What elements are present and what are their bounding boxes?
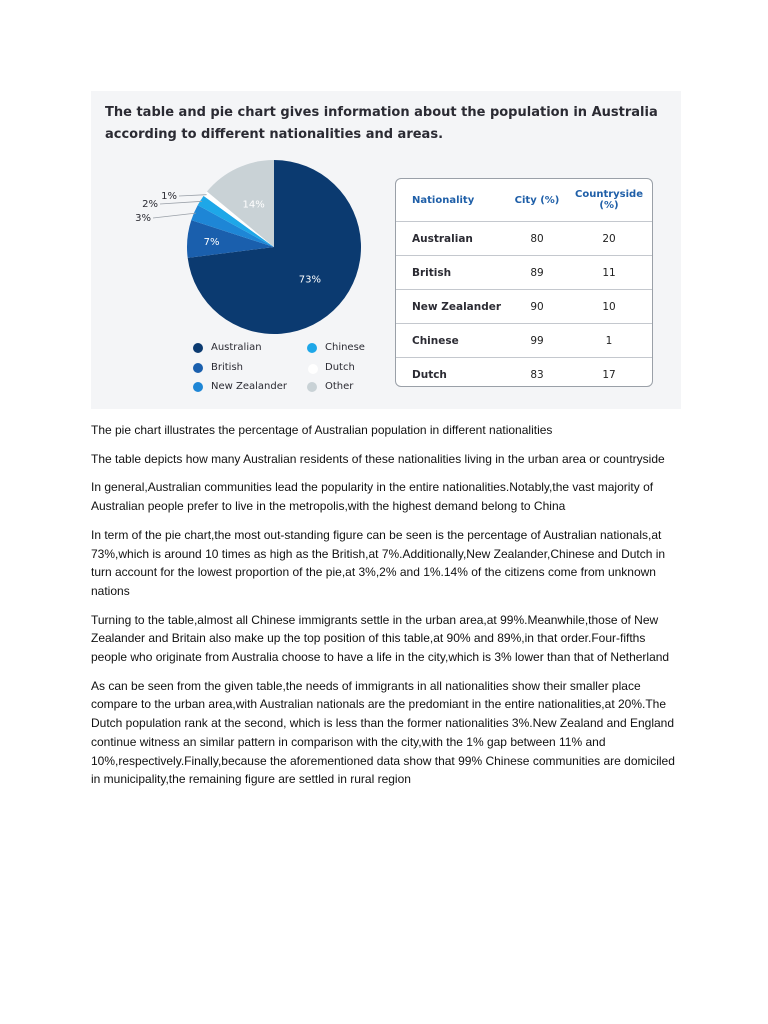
cell-countryside: 11 [602, 266, 616, 279]
pie-chart [131, 169, 371, 339]
header-nationality: Nationality [412, 194, 475, 206]
cell-nationality: Australian [412, 232, 473, 245]
legend-label: Australian [211, 342, 262, 353]
table-row [396, 357, 652, 387]
essay-paragraph: The pie chart illustrates the percentage of Australian population in different nationalities [91, 423, 553, 437]
population-table [395, 178, 653, 387]
cell-nationality: British [412, 266, 452, 279]
legend-label: New Zealander [211, 381, 287, 392]
pie-leader-line [153, 213, 196, 218]
pie-label-australian: 73% [298, 274, 322, 286]
cell-countryside: 20 [602, 232, 616, 245]
legend-swatch-other [307, 382, 317, 392]
figure-title: The table and pie chart gives information about the population in Australia according to different nationalities and areas. [105, 105, 658, 142]
figure-image [91, 91, 681, 409]
cell-city: 80 [530, 232, 544, 245]
cell-countryside: 17 [602, 368, 616, 381]
legend-swatch-british [193, 363, 203, 373]
pie-leader-line [179, 195, 207, 196]
table-row [396, 289, 652, 323]
pie-label-new-zealander: 3% [135, 213, 151, 224]
legend-label: Other [325, 381, 354, 392]
cell-city: 89 [530, 266, 544, 279]
legend-label: Chinese [325, 342, 365, 353]
legend-swatch-australian [193, 343, 203, 353]
cell-city: 99 [530, 334, 544, 347]
cell-countryside: 10 [602, 300, 616, 313]
table-header-row [396, 179, 652, 221]
legend-swatch-chinese [307, 343, 317, 353]
pie-label-british: 7% [203, 237, 220, 249]
essay-paragraph: In general,Australian communities lead the popularity in the entire nationalities.Notably,the vast majority of Australian people prefer to live in the metropolis,with the highest demand belong to China [91, 480, 654, 514]
essay-paragraph: Turning to the table,almost all Chinese immigrants settle in the urban area,at 99%.Meanwhile,those of New Zealander and Britain also make up the top position of this table,at 90% and 89%,in that order.Four-fifths people who originate from Australia choose to have a life in the city,which is 3% lower than that of Netherland [91, 612, 670, 665]
pie-label-other: 14% [242, 199, 265, 211]
legend-swatch-new-zealander [193, 382, 203, 392]
pie-label-chinese: 2% [142, 199, 158, 210]
cell-countryside: 1 [605, 334, 613, 347]
pie-legend [193, 341, 393, 397]
essay-paragraph: As can be seen from the given table,the needs of immigrants in all nationalities show their smaller place compare to the urban area,with Australian nationals are the predomiant in the entire nationalities,at 20%.The Dutch population rank at the second, which is less than the former nationalities 3%.New Zealand and England continue witness an similar pattern in comparison with the city,with the 1% gap between 11% and 10%,respectively.Finally,because the aforementioned data show that 99% Chinese communities are domiciled in municipality,the remaining figure are settled in rural region [91, 678, 675, 787]
table-row [396, 221, 652, 255]
legend-label: British [211, 362, 243, 373]
table-row [396, 323, 652, 357]
cell-nationality: New Zealander [412, 300, 502, 313]
legend-swatch-dutch [307, 363, 319, 375]
header-countryside: Countryside (%) [575, 189, 643, 211]
cell-nationality: Chinese [412, 334, 459, 347]
cell-city: 90 [530, 300, 544, 313]
essay-paragraph: In term of the pie chart,the most out-standing figure can be seen is the percentage of Australian nationals,at 73%,which is around 10 times as high as the British,at 7%.Additionally,New Zealander,Chinese and Dutch in turn account for the lowest proportion of the pie,at 3%,2% and 1%.14% of the citizens come from unknown nations [91, 527, 666, 598]
table-row [396, 255, 652, 289]
cell-nationality: Dutch [412, 368, 447, 381]
header-city: City (%) [514, 194, 560, 206]
cell-city: 83 [530, 368, 544, 381]
pie-label-dutch: 1% [161, 191, 177, 202]
essay-body [91, 421, 681, 799]
legend-label: Dutch [325, 362, 355, 373]
essay-paragraph: The table depicts how many Australian residents of these nationalities living in the urban area or countryside [91, 451, 665, 466]
